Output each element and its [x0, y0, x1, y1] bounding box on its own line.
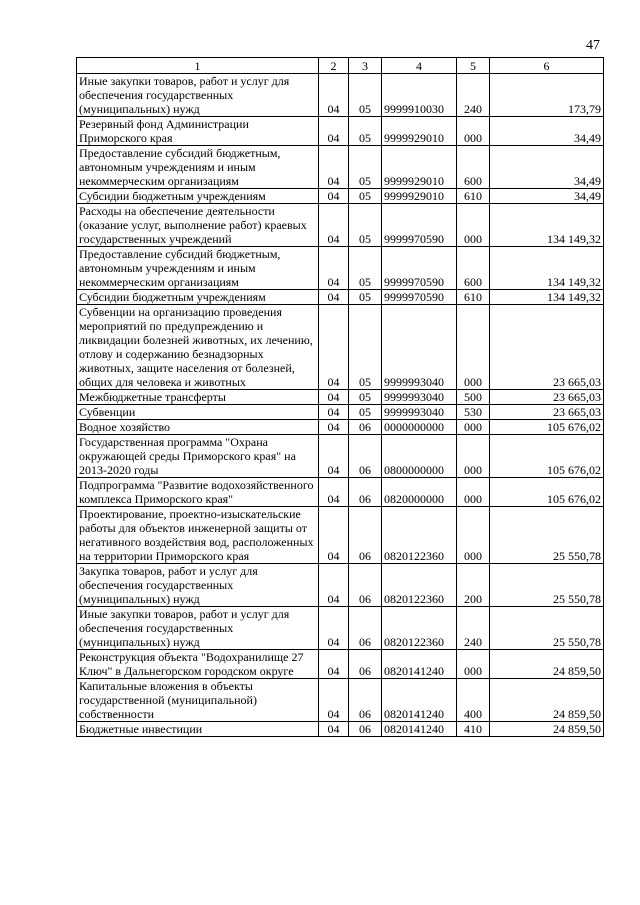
expense-name-cell: Иные закупки товаров, работ и услуг для обеспечения государственных (муниципальных) нужд: [77, 74, 319, 117]
amount-cell: 24 859,50: [490, 722, 604, 737]
section-code-cell: 04: [319, 507, 349, 564]
expense-name-cell: Предоставление субсидий бюджетным, автономным учреждениям и иным некоммерческим организациям: [77, 146, 319, 189]
section-code-cell: 04: [319, 405, 349, 420]
target-article-cell: 0820122360: [382, 607, 457, 650]
header-cell: 4: [382, 58, 457, 74]
section-code-cell: 04: [319, 420, 349, 435]
table-row: [77, 478, 604, 507]
expense-name-cell: Капитальные вложения в объекты государственной (муниципальной) собственности: [77, 679, 319, 722]
target-article-cell: 0800000000: [382, 435, 457, 478]
amount-cell: 23 665,03: [490, 390, 604, 405]
subsection-code-cell: 06: [349, 607, 382, 650]
expense-type-cell: 610: [457, 290, 490, 305]
table-row: [77, 435, 604, 478]
expense-type-cell: 200: [457, 564, 490, 607]
target-article-cell: 9999993040: [382, 390, 457, 405]
expense-name-cell: Субвенции на организацию проведения мероприятий по предупреждению и ликвидации болезней животных, их лечению, отлову и содержанию безнадзорных животных, защите населения от болезней, общих для человека и животных: [77, 305, 319, 390]
amount-cell: 34,49: [490, 117, 604, 146]
expense-type-cell: 500: [457, 390, 490, 405]
table-row: [77, 146, 604, 189]
expense-name-cell: Резервный фонд Администрации Приморского края: [77, 117, 319, 146]
subsection-code-cell: 06: [349, 722, 382, 737]
amount-cell: 24 859,50: [490, 679, 604, 722]
expense-type-cell: 240: [457, 607, 490, 650]
budget-table: [76, 57, 604, 737]
table-row: [77, 390, 604, 405]
target-article-cell: 0820122360: [382, 507, 457, 564]
expense-type-cell: 000: [457, 478, 490, 507]
target-article-cell: 9999970590: [382, 204, 457, 247]
table-row: [77, 290, 604, 305]
subsection-code-cell: 06: [349, 679, 382, 722]
expense-type-cell: 610: [457, 189, 490, 204]
table-row: [77, 405, 604, 420]
expense-name-cell: Бюджетные инвестиции: [77, 722, 319, 737]
amount-cell: 25 550,78: [490, 607, 604, 650]
subsection-code-cell: 06: [349, 478, 382, 507]
expense-name-cell: Предоставление субсидий бюджетным, автономным учреждениям и иным некоммерческим организациям: [77, 247, 319, 290]
amount-cell: 25 550,78: [490, 507, 604, 564]
subsection-code-cell: 06: [349, 507, 382, 564]
target-article-cell: 9999929010: [382, 189, 457, 204]
expense-name-cell: Государственная программа "Охрана окружающей среды Приморского края" на 2013-2020 годы: [77, 435, 319, 478]
target-article-cell: 0820141240: [382, 650, 457, 679]
amount-cell: 134 149,32: [490, 204, 604, 247]
section-code-cell: 04: [319, 146, 349, 189]
table-row: [77, 607, 604, 650]
target-article-cell: 9999910030: [382, 74, 457, 117]
budget-table-body: [77, 58, 604, 737]
expense-type-cell: 400: [457, 679, 490, 722]
subsection-code-cell: 05: [349, 189, 382, 204]
amount-cell: 173,79: [490, 74, 604, 117]
header-cell: 5: [457, 58, 490, 74]
section-code-cell: 04: [319, 650, 349, 679]
section-code-cell: 04: [319, 290, 349, 305]
table-row: [77, 189, 604, 204]
amount-cell: 134 149,32: [490, 247, 604, 290]
subsection-code-cell: 05: [349, 247, 382, 290]
amount-cell: 25 550,78: [490, 564, 604, 607]
table-row: [77, 117, 604, 146]
table-row: [77, 204, 604, 247]
table-header-row: [77, 58, 604, 74]
amount-cell: 23 665,03: [490, 305, 604, 390]
subsection-code-cell: 05: [349, 204, 382, 247]
expense-name-cell: Межбюджетные трансферты: [77, 390, 319, 405]
section-code-cell: 04: [319, 607, 349, 650]
target-article-cell: 0820122360: [382, 564, 457, 607]
section-code-cell: 04: [319, 204, 349, 247]
amount-cell: 134 149,32: [490, 290, 604, 305]
expense-name-cell: Подпрограмма "Развитие водохозяйственного комплекса Приморского края": [77, 478, 319, 507]
expense-name-cell: Субвенции: [77, 405, 319, 420]
target-article-cell: 0820000000: [382, 478, 457, 507]
section-code-cell: 04: [319, 564, 349, 607]
expense-type-cell: 000: [457, 507, 490, 564]
expense-name-cell: Субсидии бюджетным учреждениям: [77, 290, 319, 305]
table-row: [77, 420, 604, 435]
expense-type-cell: 000: [457, 204, 490, 247]
table-row: [77, 305, 604, 390]
header-cell: 2: [319, 58, 349, 74]
page-number: 47: [586, 38, 600, 53]
subsection-code-cell: 06: [349, 650, 382, 679]
header-cell: 3: [349, 58, 382, 74]
amount-cell: 34,49: [490, 146, 604, 189]
target-article-cell: 9999970590: [382, 247, 457, 290]
subsection-code-cell: 06: [349, 435, 382, 478]
expense-name-cell: Реконструкция объекта "Водохранилище 27 Ключ" в Дальнегорском городском округе: [77, 650, 319, 679]
amount-cell: 34,49: [490, 189, 604, 204]
amount-cell: 105 676,02: [490, 478, 604, 507]
expense-type-cell: 240: [457, 74, 490, 117]
expense-name-cell: Расходы на обеспечение деятельности (оказание услуг, выполнение работ) краевых государственных учреждений: [77, 204, 319, 247]
amount-cell: 24 859,50: [490, 650, 604, 679]
section-code-cell: 04: [319, 390, 349, 405]
amount-cell: 105 676,02: [490, 435, 604, 478]
header-cell: 1: [77, 58, 319, 74]
amount-cell: 23 665,03: [490, 405, 604, 420]
expense-type-cell: 600: [457, 146, 490, 189]
table-row: [77, 679, 604, 722]
expense-type-cell: 000: [457, 650, 490, 679]
expense-name-cell: Субсидии бюджетным учреждениям: [77, 189, 319, 204]
table-row: [77, 650, 604, 679]
expense-type-cell: 600: [457, 247, 490, 290]
target-article-cell: 0820141240: [382, 679, 457, 722]
table-row: [77, 722, 604, 737]
expense-type-cell: 000: [457, 117, 490, 146]
expense-type-cell: 410: [457, 722, 490, 737]
header-cell: 6: [490, 58, 604, 74]
amount-cell: 105 676,02: [490, 420, 604, 435]
section-code-cell: 04: [319, 478, 349, 507]
subsection-code-cell: 05: [349, 146, 382, 189]
table-row: [77, 74, 604, 117]
subsection-code-cell: 05: [349, 117, 382, 146]
expense-name-cell: Проектирование, проектно-изыскательские работы для объектов инженерной защиты от негативного воздействия вод, расположенных на территории Приморского края: [77, 507, 319, 564]
subsection-code-cell: 05: [349, 290, 382, 305]
subsection-code-cell: 05: [349, 405, 382, 420]
target-article-cell: 0000000000: [382, 420, 457, 435]
target-article-cell: 9999970590: [382, 290, 457, 305]
target-article-cell: 9999993040: [382, 305, 457, 390]
table-row: [77, 564, 604, 607]
target-article-cell: 9999993040: [382, 405, 457, 420]
expense-type-cell: 530: [457, 405, 490, 420]
subsection-code-cell: 05: [349, 74, 382, 117]
expense-name-cell: Закупка товаров, работ и услуг для обеспечения государственных (муниципальных) нужд: [77, 564, 319, 607]
expense-type-cell: 000: [457, 420, 490, 435]
target-article-cell: 0820141240: [382, 722, 457, 737]
section-code-cell: 04: [319, 74, 349, 117]
expense-type-cell: 000: [457, 435, 490, 478]
expense-name-cell: Водное хозяйство: [77, 420, 319, 435]
target-article-cell: 9999929010: [382, 117, 457, 146]
subsection-code-cell: 06: [349, 564, 382, 607]
section-code-cell: 04: [319, 305, 349, 390]
section-code-cell: 04: [319, 247, 349, 290]
target-article-cell: 9999929010: [382, 146, 457, 189]
subsection-code-cell: 05: [349, 390, 382, 405]
subsection-code-cell: 05: [349, 305, 382, 390]
section-code-cell: 04: [319, 117, 349, 146]
subsection-code-cell: 06: [349, 420, 382, 435]
table-row: [77, 247, 604, 290]
section-code-cell: 04: [319, 435, 349, 478]
table-row: [77, 507, 604, 564]
section-code-cell: 04: [319, 722, 349, 737]
section-code-cell: 04: [319, 189, 349, 204]
section-code-cell: 04: [319, 679, 349, 722]
expense-type-cell: 000: [457, 305, 490, 390]
expense-name-cell: Иные закупки товаров, работ и услуг для обеспечения государственных (муниципальных) нужд: [77, 607, 319, 650]
